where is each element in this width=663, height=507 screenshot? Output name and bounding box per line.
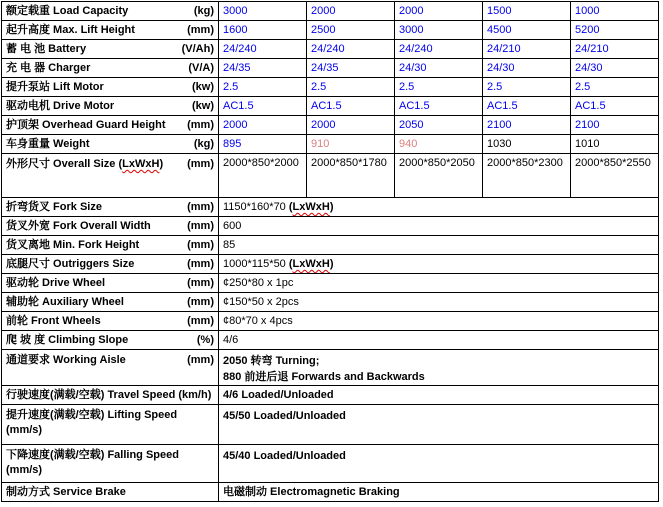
row-label-travel-speed [2, 386, 219, 405]
row-label-text [6, 23, 135, 38]
spec-row-lift-motor [2, 78, 659, 97]
row-unit: (V/Ah) [181, 42, 214, 55]
spec-row-overhead-guard-height [2, 116, 659, 135]
value-text: 24/210 [487, 43, 521, 55]
value-line [223, 353, 654, 369]
value-text: 2.5 [487, 81, 503, 93]
value-line [223, 256, 654, 272]
text-part: ¢80*70 x 4pcs [223, 315, 293, 327]
value-cell [395, 97, 483, 116]
value-cell [219, 40, 307, 59]
row-label-falling-speed [2, 445, 219, 483]
value-line [223, 294, 654, 310]
text-part: 爬 坡 度 Climbing Slope [6, 333, 129, 346]
row-unit: (mm) [187, 257, 214, 270]
value-text: 895 [223, 138, 242, 150]
spec-row-drive-wheel [2, 274, 659, 293]
value-text: 1030 [487, 138, 512, 150]
text-part: 起升高度 Max. Lift Height [6, 23, 135, 36]
text-part: 货叉离地 Min. Fork Height [6, 238, 140, 251]
row-label-text [6, 118, 166, 133]
value-cell [219, 116, 307, 135]
spec-row-lifting-speed [2, 405, 659, 445]
value-cell [307, 154, 395, 198]
text-part: 底腿尺寸 Outriggers Size [6, 257, 135, 270]
value-cell [483, 78, 571, 97]
value-text: 24/35 [223, 62, 251, 74]
row-label-outriggers-size [2, 255, 219, 274]
row-label-weight [2, 135, 219, 154]
row-label-fork-size [2, 198, 219, 217]
value-line [223, 332, 654, 348]
value-text: 2500 [311, 24, 336, 36]
row-label-text [6, 388, 211, 403]
value-text: 2000 [311, 119, 336, 131]
value-cell [571, 59, 659, 78]
value-cell [571, 40, 659, 59]
value-cell [307, 59, 395, 78]
row-unit: (mm) [187, 118, 214, 131]
spec-row-travel-speed [2, 386, 659, 405]
row-label-battery [2, 40, 219, 59]
value-cell [571, 97, 659, 116]
value-cell [219, 2, 307, 21]
value-cell [395, 154, 483, 198]
text-part: 提升速度(满载/空载) Lifting Speed [6, 409, 178, 421]
text-part: ( [288, 258, 293, 270]
row-label-text [6, 408, 177, 423]
value-text: 1000 [575, 5, 600, 17]
value-cell [571, 21, 659, 40]
value-text: AC1.5 [575, 100, 606, 112]
value-text: 5200 [575, 24, 600, 36]
value-line [223, 369, 654, 385]
value-cell [219, 154, 307, 198]
row-label-text [6, 485, 126, 500]
spec-row-min-fork-height [2, 236, 659, 255]
value-text: 24/210 [575, 43, 609, 55]
text-part: 下降速度(满载/空载) Falling Speed [6, 449, 179, 461]
spec-row-overall-size [2, 154, 659, 198]
value-line [223, 313, 654, 329]
row-unit: (mm) [187, 200, 214, 213]
value-cell [395, 21, 483, 40]
text-part: 制动方式 Service Brake [6, 485, 126, 498]
value-text: 2.5 [223, 81, 239, 93]
row-unit: (mm) [187, 314, 214, 327]
value-cell [571, 135, 659, 154]
value-cell [219, 483, 659, 502]
spec-row-max-lift-height [2, 21, 659, 40]
row-label-text [6, 157, 163, 172]
value-text: 2000*850*2050 [399, 157, 475, 169]
value-cell [307, 78, 395, 97]
row-label-load-capacity [2, 2, 219, 21]
row-unit: (mm) [187, 354, 214, 366]
row-label-text [6, 4, 128, 19]
value-cell [483, 116, 571, 135]
spec-row-drive-motor [2, 97, 659, 116]
value-cell [307, 2, 395, 21]
value-text: AC1.5 [311, 100, 342, 112]
row-label-text [6, 257, 134, 272]
row-label-max-lift-height [2, 21, 219, 40]
value-cell [307, 21, 395, 40]
row-label-drive-motor [2, 97, 219, 116]
value-cell [219, 21, 307, 40]
text-part: 护顶架 Overhead Guard Height [6, 118, 166, 131]
text-part: 车身重量 Weight [6, 137, 90, 150]
text-part: 行驶速度(满载/空载) Travel Speed (km/h) [6, 388, 212, 401]
row-unit: (kw) [192, 80, 214, 93]
value-text: 24/240 [399, 43, 433, 55]
row-label-front-wheels [2, 312, 219, 331]
value-text: 4500 [487, 24, 512, 36]
value-text: 3000 [223, 5, 248, 17]
value-cell [571, 116, 659, 135]
value-text: 24/35 [311, 62, 339, 74]
text-part: 充 电 器 Charger [6, 61, 91, 74]
row-label-text [6, 42, 86, 57]
spec-row-battery [2, 40, 659, 59]
value-cell [219, 331, 659, 350]
value-text: 1500 [487, 5, 512, 17]
text-part: 85 [223, 239, 236, 251]
row-label-line2: (mm/s) [6, 464, 43, 476]
value-text: 2000*850*2300 [487, 157, 563, 169]
value-cell [219, 97, 307, 116]
spec-row-load-capacity [2, 2, 659, 21]
value-cell [219, 255, 659, 274]
value-cell [307, 135, 395, 154]
text-part: 880 前进后退 Forwards and Backwards [223, 371, 425, 383]
value-cell [395, 40, 483, 59]
row-label-text [6, 448, 179, 463]
value-text: 2100 [575, 119, 600, 131]
value-text: 2000 [223, 119, 248, 131]
spec-row-outriggers-size [2, 255, 659, 274]
misspelled-text: LxWxH [122, 158, 160, 170]
row-label-overall-size [2, 154, 219, 198]
value-text: 2.5 [575, 81, 591, 93]
value-cell [395, 59, 483, 78]
row-label-text [6, 137, 90, 152]
value-text: 2000 [399, 5, 424, 17]
row-label-lifting-speed [2, 405, 219, 445]
text-part: 蓄 电 池 Battery [6, 42, 87, 55]
value-line [223, 387, 654, 403]
value-line [223, 275, 654, 291]
value-text: 2000*850*2000 [223, 157, 299, 169]
value-text: 24/240 [223, 43, 257, 55]
row-label-text [6, 238, 139, 253]
value-text: 2000*850*1780 [311, 157, 387, 169]
row-unit: (mm) [187, 219, 214, 232]
value-text: 1600 [223, 24, 248, 36]
value-text: 2100 [487, 119, 512, 131]
row-label-lift-motor [2, 78, 219, 97]
spec-row-front-wheels [2, 312, 659, 331]
value-text: 24/240 [311, 43, 345, 55]
row-label-text [6, 353, 126, 368]
value-cell [571, 154, 659, 198]
value-cell [395, 78, 483, 97]
value-cell [483, 2, 571, 21]
value-cell [395, 116, 483, 135]
value-cell [219, 59, 307, 78]
spec-row-charger [2, 59, 659, 78]
text-part: 货叉外宽 Fork Overall Width [6, 219, 151, 232]
text-part: 45/50 Loaded/Unloaded [223, 410, 346, 422]
value-line [223, 199, 654, 215]
value-cell [307, 40, 395, 59]
text-part: 1150*160*70 [223, 201, 289, 213]
value-text: 24/30 [399, 62, 427, 74]
text-part: 2050 转弯 Turning; [223, 355, 320, 367]
row-unit: (mm) [187, 23, 214, 36]
text-part: 折弯货叉 Fork Size [6, 200, 102, 213]
row-unit: (kg) [193, 4, 214, 17]
value-text: 3000 [399, 24, 424, 36]
value-cell [219, 236, 659, 255]
value-cell [483, 154, 571, 198]
row-unit: (V/A) [188, 61, 214, 74]
text-part: 4/6 Loaded/Unloaded [223, 389, 334, 401]
spec-table-body [2, 2, 659, 502]
text-part: 通道要求 Working Aisle [6, 354, 126, 366]
text-part: ) [329, 201, 334, 213]
row-unit: (kw) [192, 99, 214, 112]
row-unit: (kg) [193, 137, 214, 150]
row-label-text [6, 200, 102, 215]
spec-sheet-table [1, 1, 659, 502]
row-label-charger [2, 59, 219, 78]
row-label-working-aisle [2, 350, 219, 386]
row-label-text [6, 276, 105, 291]
value-cell [219, 445, 659, 483]
misspelled-text: LxWxH [292, 201, 330, 213]
value-cell [483, 40, 571, 59]
value-cell [219, 350, 659, 386]
text-part: 600 [223, 220, 242, 232]
value-cell [483, 135, 571, 154]
row-label-line2: (mm/s) [6, 424, 43, 436]
text-part: 辅助轮 Auxiliary Wheel [6, 295, 124, 308]
value-cell [219, 135, 307, 154]
value-cell [219, 217, 659, 236]
row-label-text [6, 314, 101, 329]
value-cell [483, 21, 571, 40]
text-part: ¢250*80 x 1pc [223, 277, 294, 289]
spec-row-falling-speed [2, 445, 659, 483]
row-label-text [6, 61, 90, 76]
row-unit: (mm) [187, 276, 214, 289]
value-text: 24/30 [487, 62, 515, 74]
value-line [223, 484, 654, 500]
value-text: AC1.5 [399, 100, 430, 112]
value-cell [307, 116, 395, 135]
text-part: 驱动轮 Drive Wheel [6, 276, 106, 289]
row-label-drive-wheel [2, 274, 219, 293]
text-part: ( [288, 201, 293, 213]
value-text: 2000*850*2550 [575, 157, 651, 169]
text-part: ) [329, 258, 334, 270]
row-label-text [6, 295, 124, 310]
value-cell [571, 78, 659, 97]
text-part: 前轮 Front Wheels [6, 314, 101, 327]
value-line [223, 237, 654, 253]
row-label-text [6, 219, 151, 234]
value-text: AC1.5 [487, 100, 518, 112]
row-label-text [6, 333, 128, 348]
value-text: 24/30 [575, 62, 603, 74]
text-part: 驱动电机 Drive Motor [6, 99, 115, 112]
row-label-overhead-guard-height [2, 116, 219, 135]
spec-row-climbing-slope [2, 331, 659, 350]
spec-row-fork-size [2, 198, 659, 217]
value-cell [307, 97, 395, 116]
value-text: 910 [311, 138, 330, 150]
value-cell [219, 312, 659, 331]
value-line [223, 408, 654, 424]
spec-row-auxiliary-wheel [2, 293, 659, 312]
value-text: 2050 [399, 119, 424, 131]
row-label-min-fork-height [2, 236, 219, 255]
text-part: 外形尺寸 Overall Size ( [6, 158, 123, 170]
value-cell [219, 405, 659, 445]
value-cell [571, 2, 659, 21]
text-part: ¢150*50 x 2pcs [223, 296, 299, 308]
value-cell [395, 2, 483, 21]
value-cell [483, 59, 571, 78]
value-cell [219, 274, 659, 293]
value-cell [219, 78, 307, 97]
value-text: AC1.5 [223, 100, 254, 112]
text-part: ) [159, 158, 164, 170]
row-unit: (mm) [187, 158, 214, 170]
row-label-service-brake [2, 483, 219, 502]
spec-row-fork-overall-width [2, 217, 659, 236]
value-line [223, 218, 654, 234]
row-label-climbing-slope [2, 331, 219, 350]
text-part: 4/6 [223, 334, 239, 346]
row-label-text [6, 80, 104, 95]
value-line [223, 448, 654, 464]
text-part: 45/40 Loaded/Unloaded [223, 450, 346, 462]
value-cell [219, 293, 659, 312]
value-text: 2.5 [399, 81, 415, 93]
row-label-fork-overall-width [2, 217, 219, 236]
row-unit: (%) [196, 333, 214, 346]
row-label-text [6, 99, 114, 114]
row-label-auxiliary-wheel [2, 293, 219, 312]
text-part: 电磁制动 Electromagnetic Braking [223, 486, 400, 498]
row-unit: (mm) [187, 295, 214, 308]
text-part: 1000*115*50 [223, 258, 289, 270]
value-text: 2.5 [311, 81, 327, 93]
text-part: 提升泵站 Lift Motor [6, 80, 104, 93]
text-part: 额定载重 Load Capacity [6, 4, 129, 17]
spec-row-service-brake [2, 483, 659, 502]
value-cell [219, 386, 659, 405]
value-text: 940 [399, 138, 418, 150]
misspelled-text: LxWxH [292, 258, 330, 270]
spec-row-weight [2, 135, 659, 154]
value-text: 1010 [575, 138, 600, 150]
row-unit: (mm) [187, 238, 214, 251]
value-cell [219, 198, 659, 217]
value-cell [483, 97, 571, 116]
spec-row-working-aisle [2, 350, 659, 386]
value-cell [395, 135, 483, 154]
value-text: 2000 [311, 5, 336, 17]
